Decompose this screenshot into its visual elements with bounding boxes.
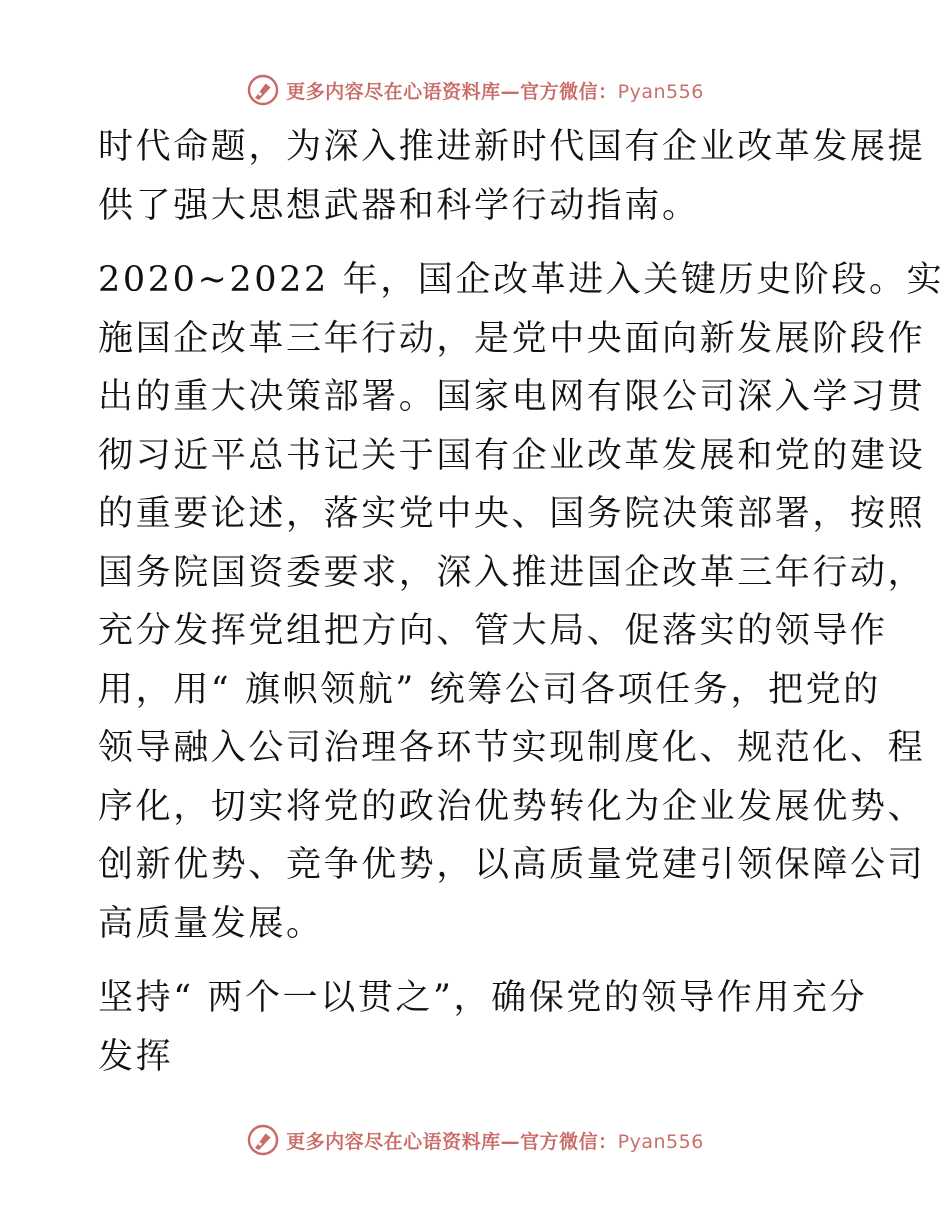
footer-watermark (0, 1120, 950, 1160)
paragraph-line: 用，用“ 旗帜领航” 统筹公司各项任务，把党的 (98, 669, 881, 710)
paragraph-line: 施国企改革三年行动，是党中央面向新发展阶段作 (98, 318, 926, 359)
paragraph-line: 创新优势、竞争优势，以高质量党建引领保障公司 (98, 845, 926, 885)
pen-nib-logo-icon (246, 73, 280, 107)
paragraph-line: 高质量发展。 (98, 903, 324, 944)
watermark-text (286, 1127, 704, 1154)
watermark-text-id: Pyan556 (617, 80, 704, 103)
paragraph-line: 彻习近平总书记关于国有企业改革发展和党的建设 (98, 435, 926, 476)
section-heading (98, 969, 868, 1086)
paragraph-line: 供了强大思想武器和科学行动指南。 (98, 185, 700, 226)
paragraph-line: 出的重大决策部署。国家电网有限公司深入学习贯 (98, 377, 926, 417)
document-body (98, 118, 945, 1086)
watermark-text-cn: 更多内容尽在心语资料库—官方微信： (286, 80, 618, 103)
watermark-text (286, 77, 704, 104)
paragraph-2 (98, 251, 945, 953)
paragraph-line: 的重要论述，落实党中央、国务院决策部署，按照 (98, 494, 926, 534)
paragraph-line: 国务院国资委要求，深入推进国企改革三年行动， (98, 552, 926, 593)
paragraph-line: 发挥 (98, 1036, 174, 1077)
paragraph-line: 时代命题，为深入推进新时代国有企业改革发展提 (98, 127, 926, 167)
paragraph-line: 坚持“ 两个一以贯之”，确保党的领导作用充分 (98, 978, 868, 1018)
paragraph-line: 序化，切实将党的政治优势转化为企业发展优势、 (98, 786, 926, 827)
watermark-text-cn: 更多内容尽在心语资料库—官方微信： (286, 1130, 618, 1153)
header-watermark (0, 70, 950, 110)
paragraph-line: 2020~2022 年，国企改革进入关键历史阶段。实 (98, 260, 945, 300)
paragraph-1 (98, 118, 926, 235)
paragraph-line: 充分发挥党组把方向、管大局、促落实的领导作 (98, 611, 888, 651)
watermark-text-id: Pyan556 (617, 1130, 704, 1153)
paragraph-line: 领导融入公司治理各环节实现制度化、规范化、程 (98, 728, 926, 768)
pen-nib-logo-icon (246, 1123, 280, 1157)
